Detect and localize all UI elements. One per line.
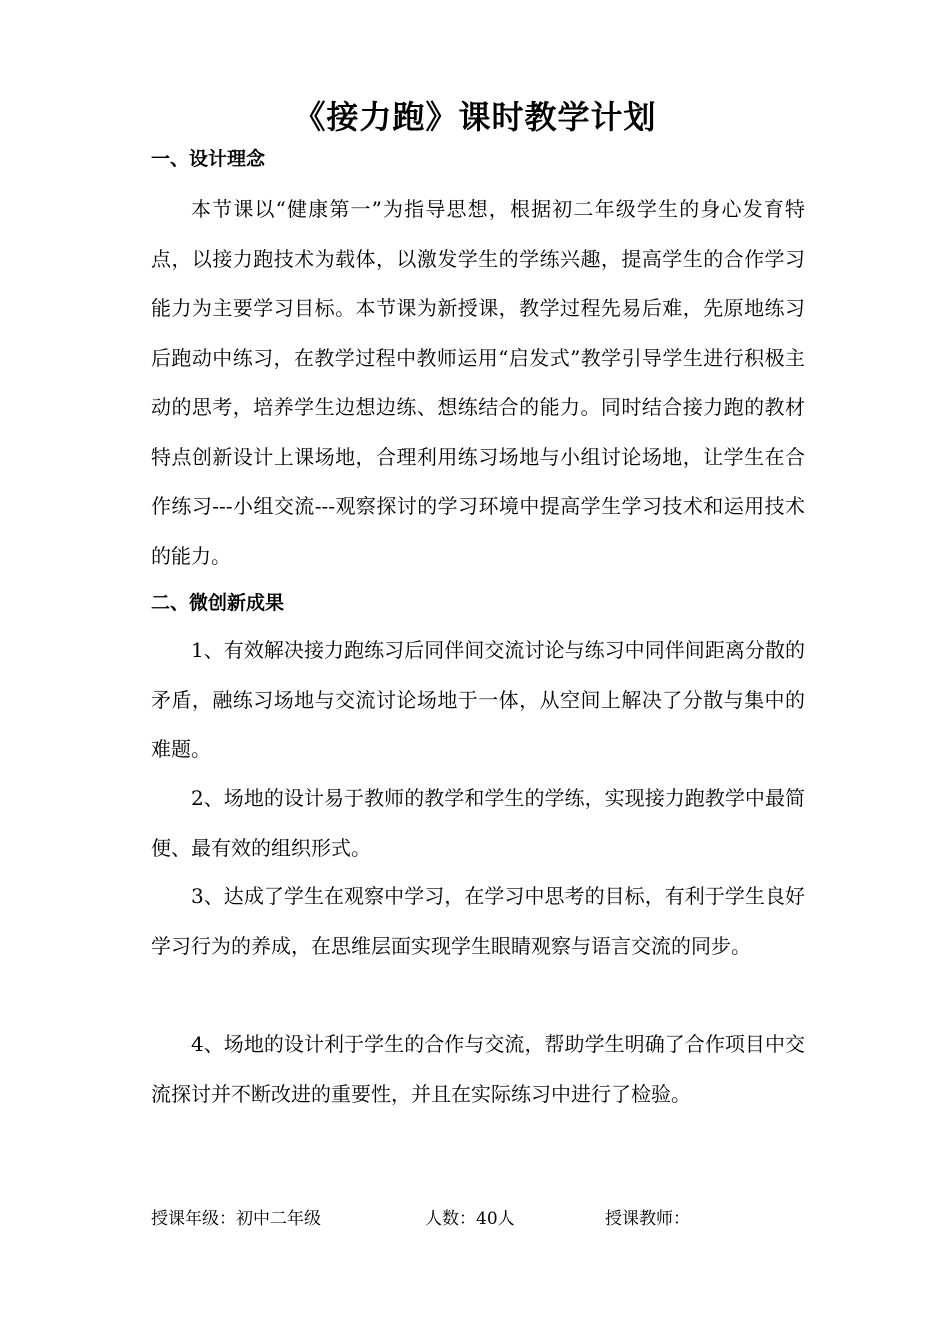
innovation-item-4: 4、场地的设计利于学生的合作与交流，帮助学生明确了合作项目中交流探讨并不断改进的重要性，并且在实际练习中进行了检验。	[151, 1032, 805, 1106]
document-title: 《接力跑》课时教学计划	[293, 98, 657, 136]
section-heading-design-concept: 一、设计理念	[151, 148, 266, 170]
innovation-item-3: 3、达成了学生在观察中学习，在学习中思考的目标，有利于学生良好学习行为的养成，在思维层面实现学生眼睛观察与语言交流的同步。	[151, 884, 805, 958]
design-concept-paragraph: 本节课以“健康第一”为指导思想，根据初二年级学生的身心发育特点，以接力跑技术为载体，以激发学生的学练兴趣，提高学生的合作学习能力为主要学习目标。本节课为新授课，教学过程先易后难，先原地练习后跑动中练习，在教学过程中教师运用“启发式”教学引导学生进行积极主动的思考，培养学生边想边练、想练结合的能力。同时结合接力跑的教材特点创新设计上课场地，合理利用练习场地与小组讨论场地，让学生在合作练习---小组交流---观察探讨的学习环境中提高学生学习技术和运用技术的能力。	[151, 197, 805, 568]
section-heading-innovation-results: 二、微创新成果	[151, 592, 285, 614]
class-info-footer	[151, 1204, 851, 1234]
student-count-label: 人数：40人	[425, 1209, 515, 1229]
teacher-label: 授课教师：	[605, 1209, 690, 1229]
innovation-item-2: 2、场地的设计易于教师的教学和学生的学练，实现接力跑教学中最简便、最有效的组织形式。	[151, 786, 805, 860]
grade-label: 授课年级：初中二年级	[151, 1209, 321, 1229]
innovation-item-1: 1、有效解决接力跑练习后同伴间交流讨论与练习中同伴间距离分散的矛盾，融练习场地与交流讨论场地于一体，从空间上解决了分散与集中的难题。	[151, 638, 805, 761]
